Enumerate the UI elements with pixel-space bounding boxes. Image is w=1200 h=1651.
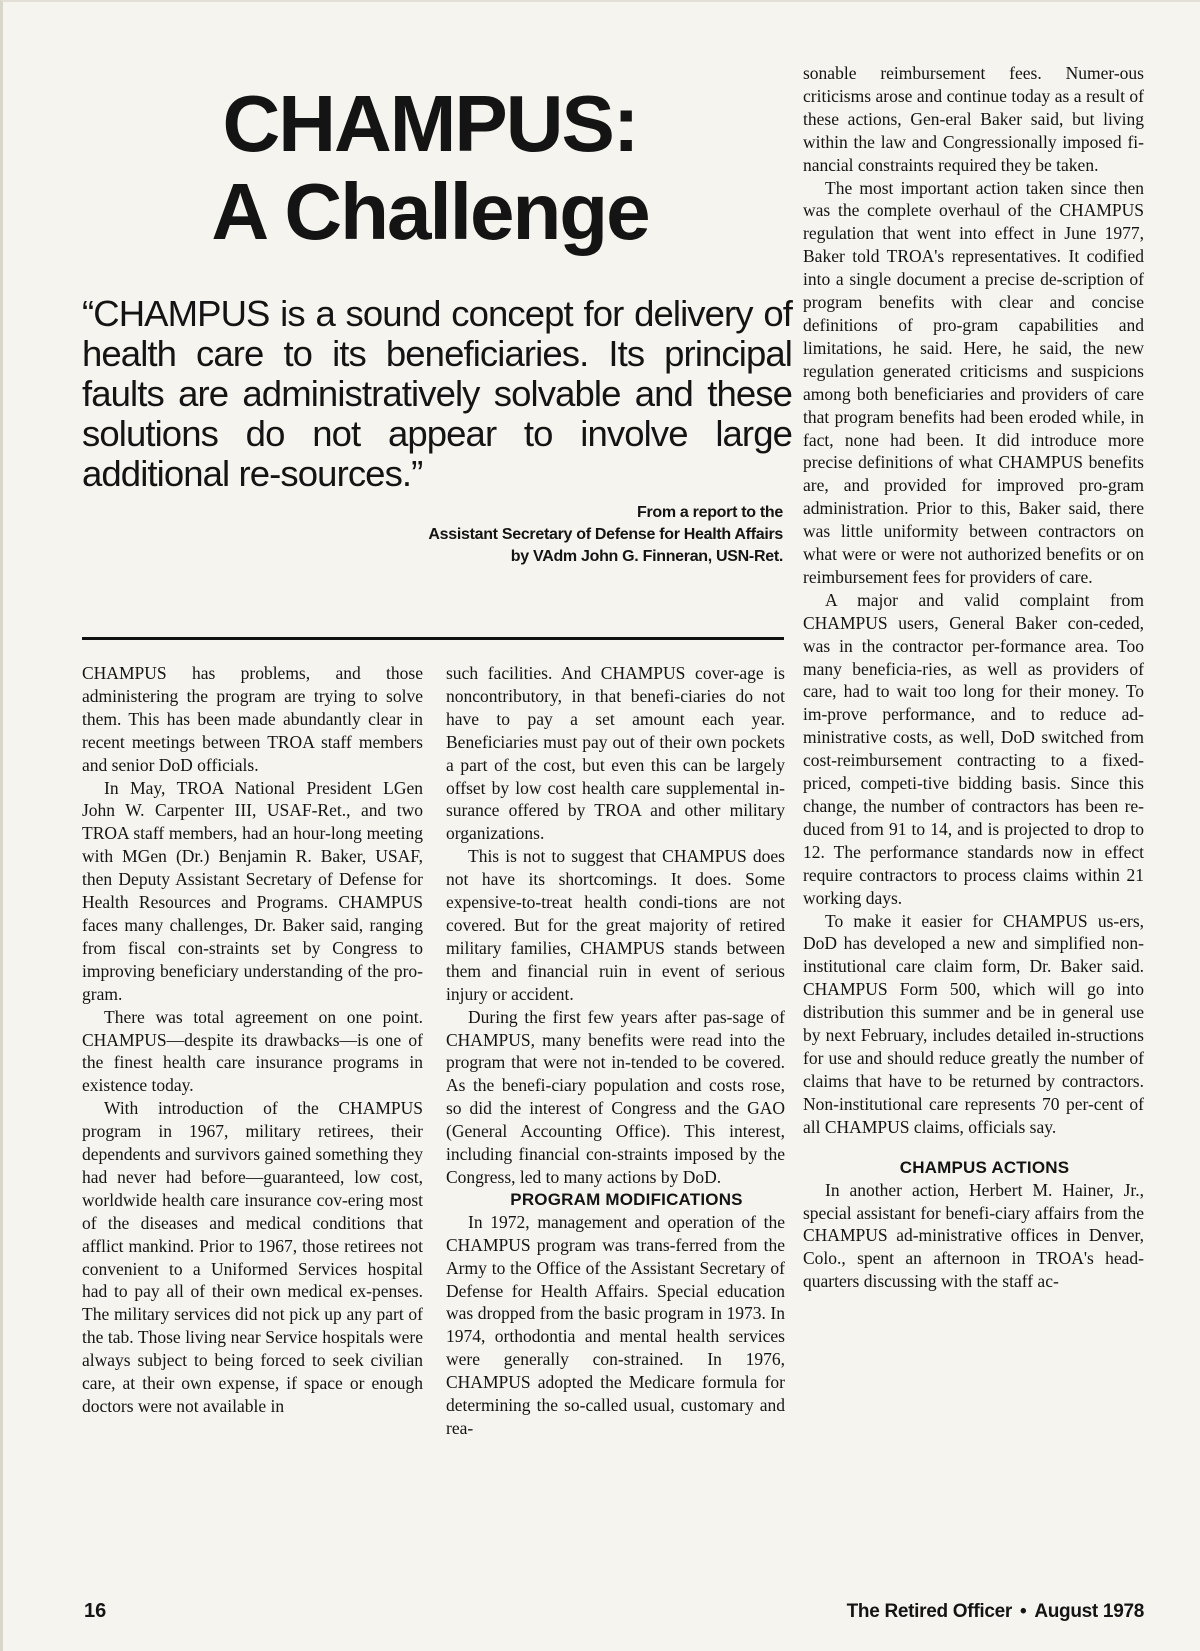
issue-date: August 1978 bbox=[1034, 1601, 1144, 1622]
attribution-line-3: by VAdm John G. Finneran, USN-Ret. bbox=[510, 548, 783, 565]
paragraph: There was total agreement on one point. CHAMPUS—despite its drawbacks—is one of the finest health care insurance programs in existence today. bbox=[82, 1006, 423, 1096]
paragraph: This is not to suggest that CHAMPUS does not have its shortcomings. It does. Some expensive-to-treat health condi-tions are not covered. But for the great majority of retired military families, CHAMPUS stands between them and financial ruin in event of serious injury or accident. bbox=[446, 846, 785, 1004]
paragraph: The most important action taken since then was the complete overhaul of the CHAMPUS regulation that went into effect in June 1977, Baker told TROA's representatives. It codified into a single document a precise de-scription of program benefits with clear and concise definitions of pro-gram capabilities and limitations, he said. Here, he said, the new regulation generated criticisms and suspicions among both beneficiaries and providers of care that program benefits had been eroded while, in fact, none had been. It did introduce more precise definitions of what CHAMPUS benefits are, and provided for improved pro-gram administration. Prior to this, Baker said, there was little uniformity between contractors on what were or were not authorized benefits or on reimbursement fees for providers of care. bbox=[803, 177, 1144, 587]
article-title bbox=[150, 80, 710, 256]
paragraph: In 1972, management and operation of the CHAMPUS program was trans-ferred from the Army to the Office of the Assistant Secretary of Defense for Health Affairs. Special education was dropped from the basic program in 1973. In 1974, orthodontia and mental health services were generally con-strained. In 1976, CHAMPUS adopted the Medicare formula for determining the so-called usual, customary and rea- bbox=[446, 1211, 785, 1438]
paragraph: sonable reimbursement fees. Numer-ous criticisms arose and continue today as a result of these actions, Gen-eral Baker said, but living within the law and Congressionally imposed fi-nancial constraints required they be taken. bbox=[803, 63, 1144, 175]
body-column-2 bbox=[446, 662, 785, 1440]
running-footer bbox=[740, 1601, 1144, 1623]
paragraph: With introduction of the CHAMPUS program in 1967, military retirees, their dependents and survivors gained something they had never had before—guaranteed, low cost, worldwide health care insurance cov-ering most of the diseases and medical conditions that afflict mankind. Prior to 1967, those retirees not convenient to a Uniformed Services hospital had to pay all of their own medical ex-penses. The military services did not pick up any part of the tab. Those living near Service hospitals were always subject to being forced to seek civilian care, at their own expense, if space or enough doctors were not available in bbox=[82, 1098, 423, 1416]
paragraph: During the first few years after pas-sage of CHAMPUS, many benefits were read into the program that were not in-tended to be covered. As the benefi-ciary population and costs rose, so did the interest of Congress and the GAO (General Accounting Office). This interest, including financial con-straints imposed by the Congress, led to many actions by DoD. bbox=[446, 1006, 785, 1187]
quote-attribution bbox=[300, 502, 783, 568]
paragraph: In another action, Herbert M. Hainer, Jr., special assistant for benefi-ciary affairs from the CHAMPUS ad-ministrative offices in Denver, Colo., spent an afternoon in TROA's head-quarters discussing with the staff ac- bbox=[803, 1179, 1144, 1292]
title-line-1: CHAMPUS: bbox=[222, 79, 638, 168]
paragraph: CHAMPUS has problems, and those administering the program are trying to solve them. This has been made abundantly clear in recent meetings between TROA staff members and senior DoD officials. bbox=[82, 663, 423, 775]
attribution-line-2: Assistant Secretary of Defense for Health Affairs bbox=[428, 526, 783, 543]
footer-bullet: • bbox=[1019, 1601, 1027, 1622]
paragraph: In May, TROA National President LGen John W. Carpenter III, USAF-Ret., and two TROA staff members, had an hour-long meeting with MGen (Dr.) Benjamin R. Baker, USAF, then Deputy Assistant Secretary of Defense for Health Resources and Programs. CHAMPUS faces many challenges, Dr. Baker said, ranging from fiscal con-straints set by Congress to improving beneficiary understanding of the pro-gram. bbox=[82, 777, 423, 1004]
section-divider bbox=[82, 637, 784, 640]
paragraph: A major and valid complaint from CHAMPUS users, General Baker con-ceded, was in the contractor per-formance area. Too many beneficia-ries, as well as providers of care, had to wait too long for their money. To im-prove performance, and to reduce ad-ministrative costs, as well, DoD switched from cost-reimbursement contracting to a fixed-priced, competi-tive bidding basis. Since this change, the number of contractors has been re-duced from 91 to 14, and is projected to drop to 12. The performance standards now in effect require contractors to process claims within 21 working days. bbox=[803, 589, 1144, 908]
paragraph: such facilities. And CHAMPUS cover-age is noncontributory, in that benefi-ciaries do not have to pay a set amount each year. Beneficiaries must pay out of their own pockets a part of the cost, but even this can be largely offset by low cost health care supplemental in-surance offered by TROA and other military organizations. bbox=[446, 663, 785, 844]
attribution-line-1: From a report to the bbox=[636, 504, 783, 521]
page-number: 16 bbox=[84, 1600, 107, 1622]
paragraph: To make it easier for CHAMPUS us-ers, DoD has developed a new and simplified non-institutional care claim form, Dr. Baker said. CHAMPUS Form 500, which will go into distribution this summer and be in general use by next February, includes detailed in-structions for use and should reduce greatly the number of claims that have to be returned by contractors. Non-institutional care represents 70 per-cent of all CHAMPUS claims, officials say. bbox=[803, 910, 1144, 1137]
subhead-champus-actions: CHAMPUS ACTIONS bbox=[899, 1157, 1070, 1177]
title-line-2: A Challenge bbox=[211, 167, 649, 256]
subhead-program-modifications: PROGRAM MODIFICATIONS bbox=[510, 1189, 743, 1209]
publication-name: The Retired Officer bbox=[846, 1601, 1012, 1622]
pull-quote: “CHAMPUS is a sound concept for delivery of health care to its beneficiaries. Its principal faults are administratively solvable and these solutions do not appear to involve large additional re-sources.” bbox=[82, 293, 792, 494]
body-column-3 bbox=[803, 62, 1144, 1293]
body-column-1 bbox=[82, 662, 423, 1418]
